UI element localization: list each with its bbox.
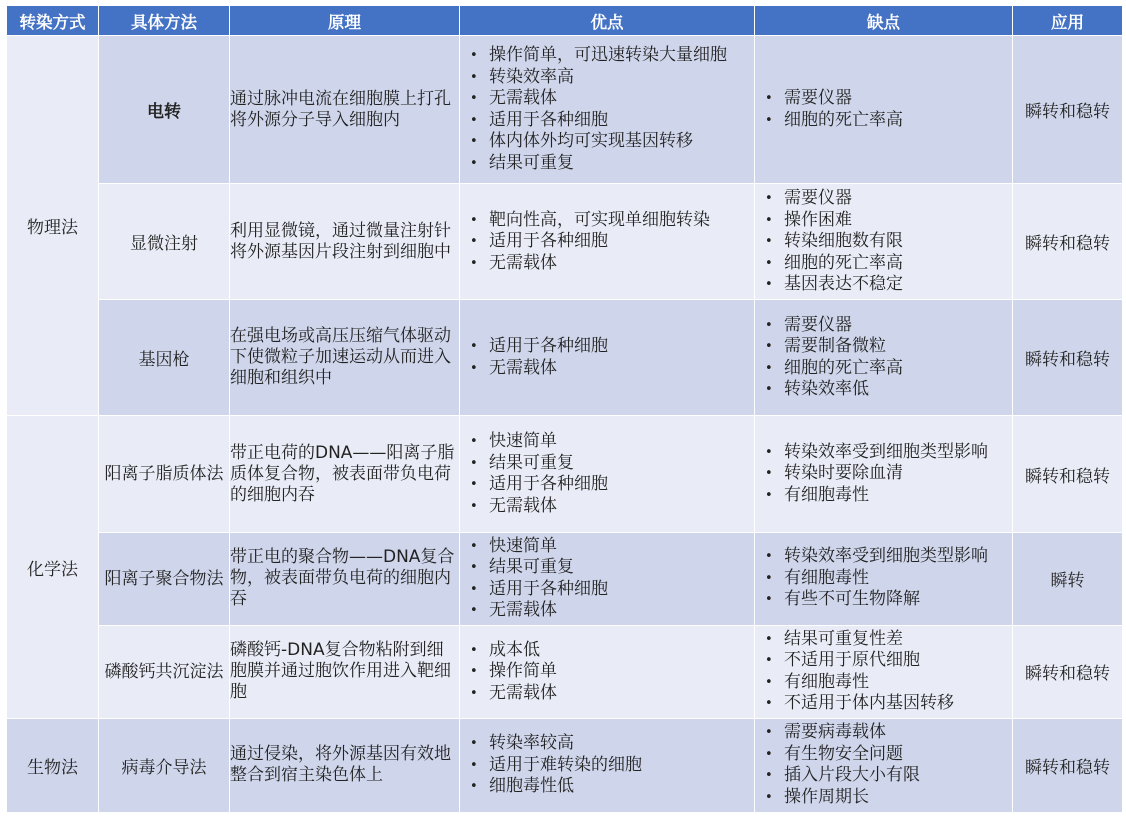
- principle-text: 带正电的聚合物——DNA复合物，被表面带负电荷的细胞内吞: [230, 547, 455, 610]
- pros-item: • 转染效率高: [470, 67, 750, 89]
- pros-list: [460, 536, 754, 622]
- cons-item: • 需要病毒载体: [765, 722, 1008, 744]
- pros-item: • 无需载体: [470, 600, 750, 622]
- cons-cell: [755, 416, 1013, 532]
- group-cell-biological: [7, 718, 99, 812]
- pros-list: [460, 336, 754, 379]
- application-cell: [1013, 718, 1123, 812]
- cons-item: • 细胞的死亡率高: [765, 358, 1008, 380]
- cons-item: • 结果可重复性差: [765, 629, 1008, 651]
- principle-cell: [230, 300, 460, 416]
- pros-item: • 成本低: [470, 640, 750, 662]
- principle-text: 在强电场或高压压缩气体驱动下使微粒子加速运动从而进入细胞和组织中: [230, 326, 451, 389]
- cons-cell: [755, 532, 1013, 625]
- application-text: 瞬转和稳转: [1025, 664, 1110, 685]
- principle-cell: [230, 416, 460, 532]
- cons-item: • 有细胞毒性: [765, 568, 1008, 590]
- pros-item: • 结果可重复: [470, 453, 750, 475]
- cons-item: • 有细胞毒性: [765, 485, 1008, 507]
- cons-item: • 有细胞毒性: [765, 672, 1008, 694]
- application-text: 瞬转和稳转: [1025, 102, 1110, 123]
- pros-item: • 无需载体: [470, 88, 750, 110]
- application-text: 瞬转和稳转: [1025, 466, 1110, 487]
- cons-list: [755, 629, 1012, 715]
- cons-item: • 插入片段大小有限: [765, 765, 1008, 787]
- method-cell: [99, 532, 230, 625]
- pros-list: [460, 45, 754, 174]
- application-text: 瞬转: [1050, 571, 1085, 592]
- cons-cell: [755, 36, 1013, 184]
- cons-cell: [755, 718, 1013, 812]
- method-cell: [99, 36, 230, 184]
- principle-text: 磷酸钙-DNA复合物粘附到细胞膜并通过胞饮作用进入靶细胞: [230, 640, 451, 703]
- pros-item: • 操作简单: [470, 661, 750, 683]
- method-label: 阳离子脂质体法: [104, 464, 224, 485]
- method-cell: [99, 625, 230, 718]
- cons-cell: [755, 625, 1013, 718]
- cons-item: • 基因表达不稳定: [765, 274, 1008, 296]
- principle-text: 带正电荷的DNA——阳离子脂质体复合物，被表面带负电荷的细胞内吞: [230, 442, 455, 505]
- cons-list: [755, 442, 1012, 507]
- cons-cell: [755, 300, 1013, 416]
- table-row: [7, 532, 1123, 625]
- pros-item: • 操作简单，可迅速转染大量细胞: [470, 45, 750, 67]
- cons-list: [755, 722, 1012, 808]
- pros-item: • 适用于各种细胞: [470, 579, 750, 601]
- cons-item: • 转染效率受到细胞类型影响: [765, 546, 1008, 568]
- cons-item: • 转染效率低: [765, 379, 1008, 401]
- pros-item: • 细胞毒性低: [470, 776, 750, 798]
- pros-item: • 结果可重复: [470, 557, 750, 579]
- method-cell: [99, 184, 230, 300]
- pros-cell: [460, 718, 755, 812]
- table-row: [7, 36, 1123, 184]
- header-application: 应用: [1013, 6, 1123, 36]
- pros-item: • 转染率较高: [470, 733, 750, 755]
- pros-item: • 适用于难转染的细胞: [470, 755, 750, 777]
- group-cell-chemical: [7, 416, 99, 718]
- pros-list: [460, 210, 754, 275]
- application-cell: [1013, 416, 1123, 532]
- pros-item: • 适用于各种细胞: [470, 336, 750, 358]
- principle-cell: [230, 36, 460, 184]
- group-label: 化学法: [27, 559, 78, 580]
- pros-cell: [460, 36, 755, 184]
- transfection-methods-table: [6, 5, 1123, 813]
- cons-item: • 需要仪器: [765, 188, 1008, 210]
- pros-item: • 无需载体: [470, 253, 750, 275]
- pros-item: • 靶向性高，可实现单细胞转染: [470, 210, 750, 232]
- application-cell: [1013, 184, 1123, 300]
- principle-cell: [230, 184, 460, 300]
- method-label: 阳离子聚合物法: [104, 568, 224, 589]
- pros-list: [460, 640, 754, 705]
- pros-item: • 结果可重复: [470, 153, 750, 175]
- application-cell: [1013, 625, 1123, 718]
- header-pros: 优点: [460, 6, 755, 36]
- cons-cell: [755, 184, 1013, 300]
- pros-cell: [460, 184, 755, 300]
- principle-cell: [230, 718, 460, 812]
- pros-list: [460, 431, 754, 517]
- pros-item: • 体内体外均可实现基因转移: [470, 131, 750, 153]
- cons-list: [755, 188, 1012, 296]
- header-type: 转染方式: [7, 6, 99, 36]
- cons-item: • 有生物安全问题: [765, 744, 1008, 766]
- method-cell: [99, 300, 230, 416]
- table-row: [7, 300, 1123, 416]
- header-cons: 缺点: [755, 6, 1013, 36]
- table-row: [7, 416, 1123, 532]
- pros-item: • 适用于各种细胞: [470, 110, 750, 132]
- application-text: 瞬转和稳转: [1025, 234, 1110, 255]
- group-label: 生物法: [27, 757, 78, 778]
- principle-cell: [230, 625, 460, 718]
- pros-cell: [460, 625, 755, 718]
- principle-text: 通过侵染，将外源基因有效地整合到宿主染色体上: [230, 744, 451, 786]
- principle-text: 利用显微镜，通过微量注射针将外源基因片段注射到细胞中: [230, 220, 451, 262]
- cons-item: • 有些不可生物降解: [765, 589, 1008, 611]
- pros-list: [460, 733, 754, 798]
- cons-item: • 需要仪器: [765, 315, 1008, 337]
- pros-cell: [460, 532, 755, 625]
- cons-list: [755, 315, 1012, 401]
- pros-item: • 无需载体: [470, 496, 750, 518]
- method-cell: [99, 718, 230, 812]
- method-label: 磷酸钙共沉淀法: [104, 661, 224, 682]
- pros-item: • 适用于各种细胞: [470, 474, 750, 496]
- application-cell: [1013, 36, 1123, 184]
- table-row: [7, 625, 1123, 718]
- cons-item: • 细胞的死亡率高: [765, 253, 1008, 275]
- header-row: [7, 6, 1123, 36]
- method-label: 基因枪: [138, 350, 190, 371]
- pros-item: • 无需载体: [470, 683, 750, 705]
- pros-item: • 快速简单: [470, 431, 750, 453]
- application-cell: [1013, 532, 1123, 625]
- header-method: 具体方法: [99, 6, 230, 36]
- cons-list: [755, 88, 1012, 131]
- cons-item: • 操作困难: [765, 210, 1008, 232]
- pros-item: • 快速简单: [470, 536, 750, 558]
- application-text: 瞬转和稳转: [1025, 350, 1110, 371]
- table-row: [7, 718, 1123, 812]
- cons-item: • 不适用于体内基因转移: [765, 693, 1008, 715]
- application-cell: [1013, 300, 1123, 416]
- cons-item: • 操作周期长: [765, 787, 1008, 809]
- group-cell-physical: [7, 36, 99, 416]
- header-principle: 原理: [230, 6, 460, 36]
- pros-cell: [460, 300, 755, 416]
- cons-item: • 需要制备微粒: [765, 336, 1008, 358]
- principle-text: 通过脉冲电流在细胞膜上打孔将外源分子导入细胞内: [230, 88, 451, 130]
- cons-item: • 转染效率受到细胞类型影响: [765, 442, 1008, 464]
- method-label: 电转: [147, 102, 181, 123]
- principle-cell: [230, 532, 460, 625]
- cons-item: • 不适用于原代细胞: [765, 650, 1008, 672]
- method-cell: [99, 416, 230, 532]
- cons-item: • 需要仪器: [765, 88, 1008, 110]
- cons-item: • 细胞的死亡率高: [765, 110, 1008, 132]
- method-label: 病毒介导法: [121, 757, 207, 778]
- group-label: 物理法: [27, 218, 78, 239]
- cons-item: • 转染细胞数有限: [765, 231, 1008, 253]
- cons-list: [755, 546, 1012, 611]
- cons-item: • 转染时要除血清: [765, 463, 1008, 485]
- pros-cell: [460, 416, 755, 532]
- application-text: 瞬转和稳转: [1025, 757, 1110, 778]
- pros-item: • 无需载体: [470, 358, 750, 380]
- pros-item: • 适用于各种细胞: [470, 231, 750, 253]
- table-row: [7, 184, 1123, 300]
- method-label: 显微注射: [130, 234, 198, 255]
